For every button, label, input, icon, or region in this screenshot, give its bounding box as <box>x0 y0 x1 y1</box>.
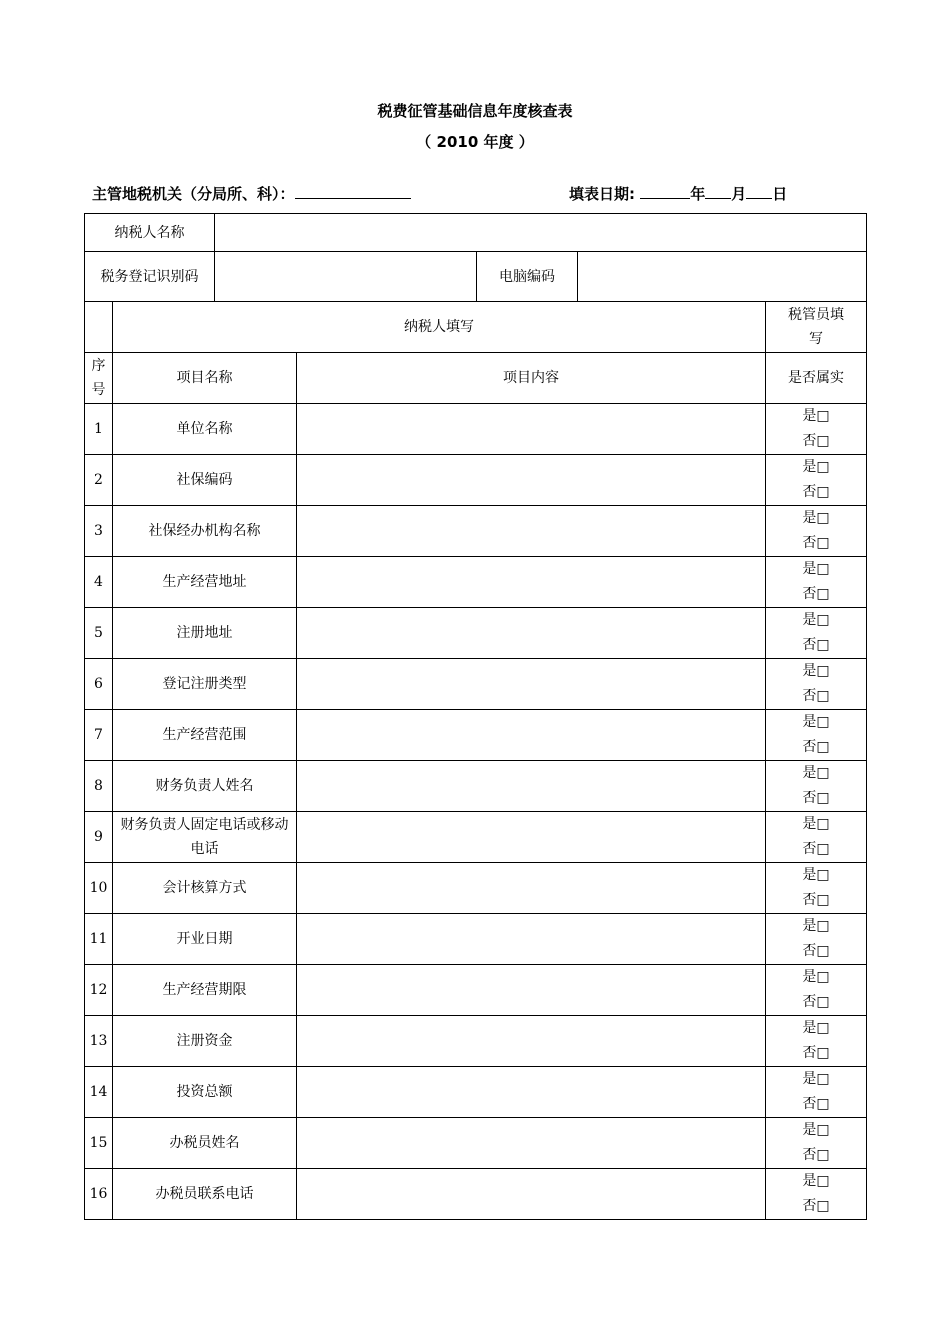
verification-table <box>84 213 867 1220</box>
yes-checkbox[interactable]: 是□ <box>802 969 830 985</box>
table-row <box>85 710 867 761</box>
row-number: 6 <box>85 659 113 710</box>
fill-date-label: 填表日期: <box>569 185 635 203</box>
row-item-name: 登记注册类型 <box>113 659 297 710</box>
row-verify-cell <box>766 863 867 914</box>
no-checkbox[interactable]: 否□ <box>802 1147 830 1163</box>
row-item-content[interactable] <box>297 710 766 761</box>
month-field[interactable] <box>705 183 731 199</box>
row-verify-cell <box>766 1067 867 1118</box>
row-number: 5 <box>85 608 113 659</box>
row-item-content[interactable] <box>297 659 766 710</box>
no-checkbox[interactable]: 否□ <box>802 1096 830 1112</box>
table-row <box>85 965 867 1016</box>
row-item-content[interactable] <box>297 812 766 863</box>
yes-checkbox[interactable]: 是□ <box>802 408 830 424</box>
yes-checkbox[interactable]: 是□ <box>802 1020 830 1036</box>
table-row <box>85 659 867 710</box>
row-item-name: 生产经营范围 <box>113 710 297 761</box>
no-checkbox[interactable]: 否□ <box>802 841 830 857</box>
row-verify-cell <box>766 710 867 761</box>
row-number: 10 <box>85 863 113 914</box>
yes-checkbox[interactable]: 是□ <box>802 714 830 730</box>
no-checkbox[interactable]: 否□ <box>802 943 830 959</box>
row-item-content[interactable] <box>297 761 766 812</box>
row-item-name: 办税员姓名 <box>113 1118 297 1169</box>
row-item-content[interactable] <box>297 455 766 506</box>
row-verify-cell <box>766 506 867 557</box>
row-item-content[interactable] <box>297 404 766 455</box>
row-number: 2 <box>85 455 113 506</box>
row-number: 3 <box>85 506 113 557</box>
day-label: 日 <box>772 185 788 203</box>
item-content-header: 项目内容 <box>297 353 766 404</box>
yes-checkbox[interactable]: 是□ <box>802 1122 830 1138</box>
item-name-header: 项目名称 <box>113 353 297 404</box>
row-verify-cell <box>766 812 867 863</box>
no-checkbox[interactable]: 否□ <box>802 1198 830 1214</box>
row-number: 4 <box>85 557 113 608</box>
taxpayer-name-row <box>85 214 867 252</box>
column-header-row <box>85 353 867 404</box>
row-verify-cell <box>766 608 867 659</box>
form-year: （ 2010 年度 ） <box>416 133 534 151</box>
month-label: 月 <box>731 185 747 203</box>
row-item-content[interactable] <box>297 557 766 608</box>
table-row <box>85 608 867 659</box>
table-row <box>85 1016 867 1067</box>
yes-checkbox[interactable]: 是□ <box>802 816 830 832</box>
yes-checkbox[interactable]: 是□ <box>802 663 830 679</box>
row-verify-cell <box>766 965 867 1016</box>
row-item-name: 投资总额 <box>113 1067 297 1118</box>
row-verify-cell <box>766 455 867 506</box>
yes-checkbox[interactable]: 是□ <box>802 1071 830 1087</box>
no-checkbox[interactable]: 否□ <box>802 994 830 1010</box>
row-verify-cell <box>766 1118 867 1169</box>
no-checkbox[interactable]: 否□ <box>802 1045 830 1061</box>
row-number: 14 <box>85 1067 113 1118</box>
is-true-header: 是否属实 <box>766 353 867 404</box>
row-item-content[interactable] <box>297 1169 766 1220</box>
row-item-content[interactable] <box>297 608 766 659</box>
row-item-name: 财务负责人姓名 <box>113 761 297 812</box>
row-item-name: 财务负责人固定电话或移动电话 <box>113 812 297 863</box>
row-item-name: 生产经营期限 <box>113 965 297 1016</box>
yes-checkbox[interactable]: 是□ <box>802 510 830 526</box>
no-checkbox[interactable]: 否□ <box>802 484 830 500</box>
table-row <box>85 455 867 506</box>
row-number: 15 <box>85 1118 113 1169</box>
section-header-row <box>85 302 867 353</box>
row-item-content[interactable] <box>297 965 766 1016</box>
row-item-content[interactable] <box>297 1067 766 1118</box>
no-checkbox[interactable]: 否□ <box>802 535 830 551</box>
row-item-content[interactable] <box>297 1016 766 1067</box>
no-checkbox[interactable]: 否□ <box>802 433 830 449</box>
yes-checkbox[interactable]: 是□ <box>802 867 830 883</box>
authority-label: 主管地税机关（分局所、科）： <box>92 185 295 203</box>
row-item-name: 会计核算方式 <box>113 863 297 914</box>
taxpayer-fill-header: 纳税人填写 <box>113 302 766 353</box>
row-item-content[interactable] <box>297 1118 766 1169</box>
yes-checkbox[interactable]: 是□ <box>802 765 830 781</box>
row-item-name: 注册资金 <box>113 1016 297 1067</box>
tax-id-label: 税务登记识别码 <box>85 252 215 302</box>
row-item-name: 社保编码 <box>113 455 297 506</box>
tax-id-field[interactable] <box>215 252 477 302</box>
row-item-name: 开业日期 <box>113 914 297 965</box>
table-row <box>85 1067 867 1118</box>
row-verify-cell <box>766 404 867 455</box>
no-checkbox[interactable]: 否□ <box>802 637 830 653</box>
yes-checkbox[interactable]: 是□ <box>802 612 830 628</box>
year-field[interactable] <box>640 183 690 199</box>
row-verify-cell <box>766 1169 867 1220</box>
row-number: 9 <box>85 812 113 863</box>
section-blank-cell <box>85 302 113 353</box>
row-item-name: 单位名称 <box>113 404 297 455</box>
table-row <box>85 761 867 812</box>
row-item-name: 办税员联系电话 <box>113 1169 297 1220</box>
row-verify-cell <box>766 659 867 710</box>
table-row <box>85 1118 867 1169</box>
row-verify-cell <box>766 1016 867 1067</box>
no-checkbox[interactable]: 否□ <box>802 790 830 806</box>
table-row <box>85 557 867 608</box>
no-checkbox[interactable]: 否□ <box>802 892 830 908</box>
row-number: 1 <box>85 404 113 455</box>
row-verify-cell <box>766 914 867 965</box>
day-field[interactable] <box>746 183 772 199</box>
yes-checkbox[interactable]: 是□ <box>802 918 830 934</box>
form-title: 税费征管基础信息年度核查表 <box>377 102 573 120</box>
computer-code-field[interactable] <box>578 252 867 302</box>
authority-line <box>92 183 411 204</box>
tax-id-row <box>85 252 867 302</box>
table-row <box>85 914 867 965</box>
row-item-content[interactable] <box>297 863 766 914</box>
authority-field[interactable] <box>295 183 411 199</box>
yes-checkbox[interactable]: 是□ <box>802 1173 830 1189</box>
no-checkbox[interactable]: 否□ <box>802 739 830 755</box>
fill-date-line <box>569 183 787 204</box>
no-checkbox[interactable]: 否□ <box>802 688 830 704</box>
taxpayer-name-label: 纳税人名称 <box>85 214 215 252</box>
row-item-name: 社保经办机构名称 <box>113 506 297 557</box>
row-number: 13 <box>85 1016 113 1067</box>
row-verify-cell <box>766 557 867 608</box>
row-item-name: 生产经营地址 <box>113 557 297 608</box>
row-number: 7 <box>85 710 113 761</box>
table-row <box>85 863 867 914</box>
yes-checkbox[interactable]: 是□ <box>802 459 830 475</box>
table-row <box>85 1169 867 1220</box>
taxpayer-name-field[interactable] <box>215 214 867 252</box>
row-verify-cell <box>766 761 867 812</box>
row-number: 12 <box>85 965 113 1016</box>
table-row <box>85 506 867 557</box>
year-label: 年 <box>690 185 706 203</box>
table-row <box>85 404 867 455</box>
row-item-content[interactable] <box>297 506 766 557</box>
table-row <box>85 812 867 863</box>
seq-header: 序号 <box>85 353 113 404</box>
row-item-name: 注册地址 <box>113 608 297 659</box>
computer-code-label: 电脑编码 <box>477 252 578 302</box>
row-number: 8 <box>85 761 113 812</box>
row-number: 16 <box>85 1169 113 1220</box>
officer-fill-header: 税管员填写 <box>766 302 867 353</box>
yes-checkbox[interactable]: 是□ <box>802 561 830 577</box>
row-item-content[interactable] <box>297 914 766 965</box>
no-checkbox[interactable]: 否□ <box>802 586 830 602</box>
row-number: 11 <box>85 914 113 965</box>
